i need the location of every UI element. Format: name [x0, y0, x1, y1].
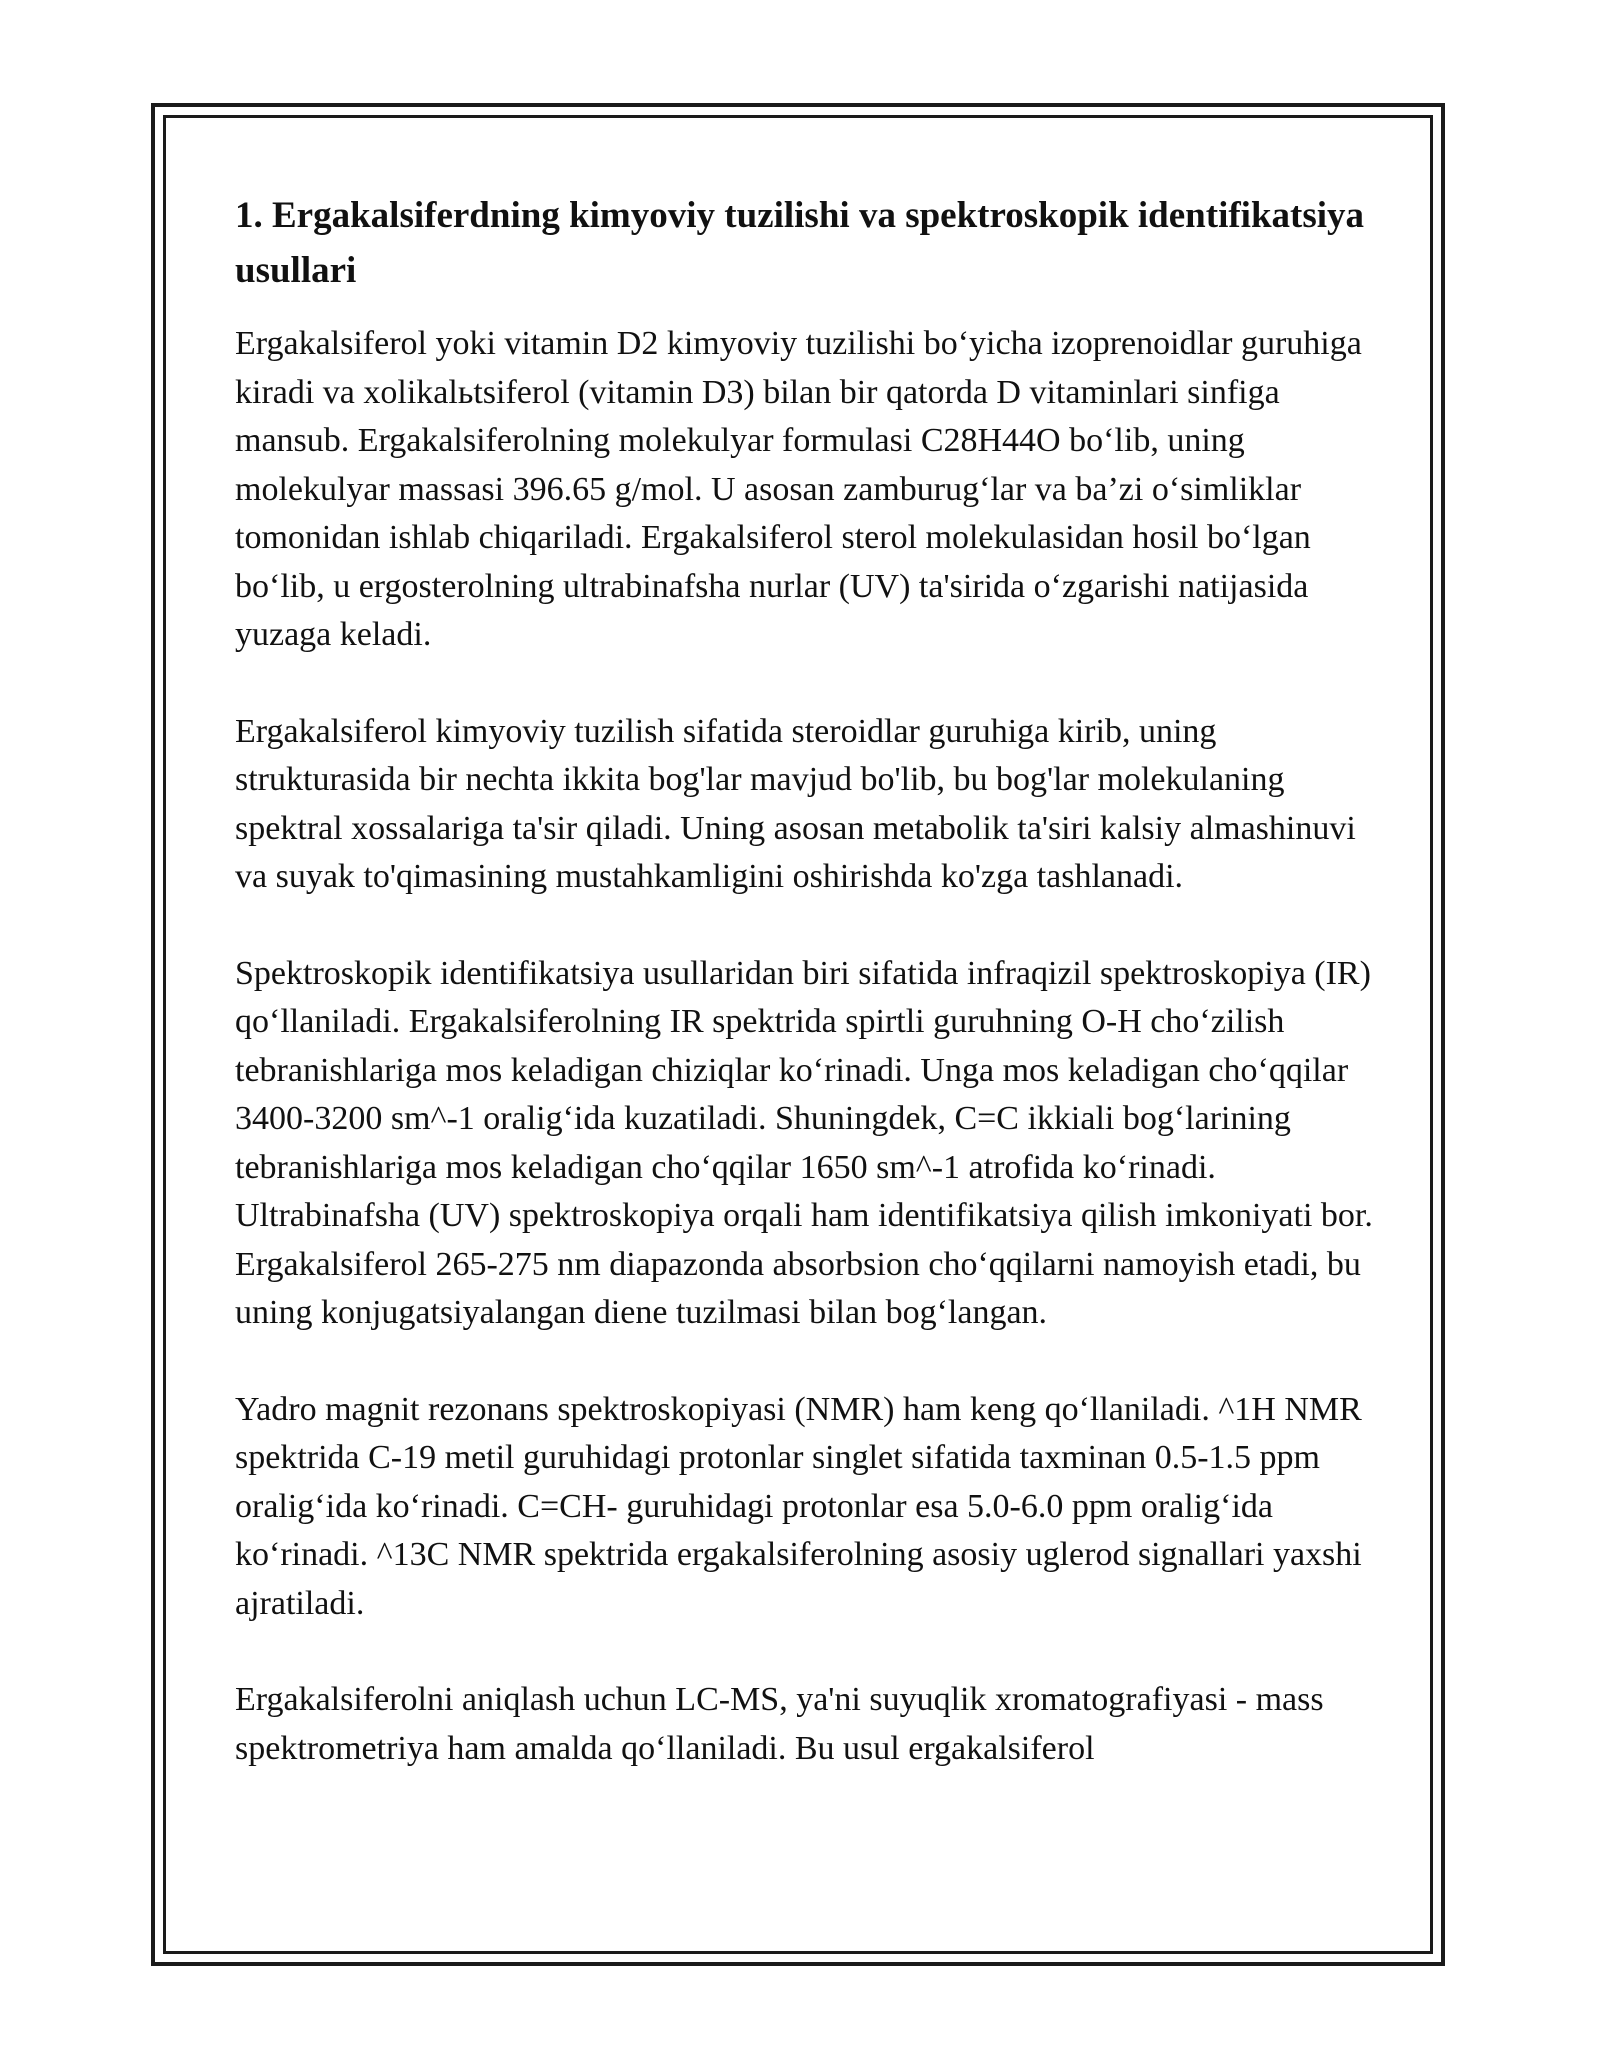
paragraph-intro: Ergakalsiferol yoki vitamin D2 kimyoviy tuzilishi bo‘yicha izoprenoidlar guruhiga kiradi va xolikalьtsiferol (vitamin D3) bilan bir qatorda D vitaminlari sinfiga mansub. Ergakalsiferolning molekulyar formulasi C28H44O bo‘lib, uning molekulyar massasi 396.65 g/mol. U asosan zamburug‘lar va ba’zi o‘simliklar tomonidan ishlab chiqariladi. Ergakalsiferol sterol molekulasidan hosil bo‘lgan bo‘lib, u ergosterolning ultrabinafsha nurlar (UV) ta'sirida o‘zgarishi natijasida yuzaga keladi. [235, 325, 1362, 653]
paragraph-structure: Ergakalsiferol kimyoviy tuzilish sifatida steroidlar guruhiga kirib, uning strukturasida bir nechta ikkita bog'lar mavjud bo'lib, bu bog'lar molekulaning spektral xossalariga ta'sir qiladi. Uning asosan metabolik ta'siri kalsiy almashinuvi va suyak to'qimasining mustahkamligini oshirishda ko'zga tashlanadi. [235, 712, 1356, 895]
document-body [235, 188, 1375, 1773]
paragraph-lcms: Ergakalsiferolni aniqlash uchun LC-MS, ya'ni suyuqlik xromatografiyasi - mass spektrometriya ham amalda qo‘llaniladi. Bu usul ergakalsiferol [235, 1681, 1324, 1767]
section-heading: 1. Ergakalsiferdning kimyoviy tuzilishi va spektroskopik identifikatsiya usullari [235, 195, 1365, 291]
paragraph-nmr: Yadro magnit rezonans spektroskopiyasi (NMR) ham keng qo‘llaniladi. ^1H NMR spektrida C-19 metil guruhidagi protonlar singlet sifatida taxminan 0.5-1.5 ppm oralig‘ida ko‘rinadi. C=CH- guruhidagi protonlar esa 5.0-6.0 ppm oralig‘ida ko‘rinadi. ^13C NMR spektrida ergakalsiferolning asosiy uglerod signallari yaxshi ajratiladi. [235, 1390, 1362, 1622]
paragraph-ir-uv: Spektroskopik identifikatsiya usullaridan biri sifatida infraqizil spektroskopiya (IR) qo‘llaniladi. Ergakalsiferolning IR spektrida spirtli guruhning O-H cho‘zilish tebranishlariga mos keladigan chiziqlar ko‘rinadi. Unga mos keladigan cho‘qqilar 3400-3200 sm^-1 oralig‘ida kuzatiladi. Shuningdek, C=C ikkiali bog‘larining tebranishlariga mos keladigan cho‘qqilar 1650 sm^-1 atrofida ko‘rinadi. Ultrabinafsha (UV) spektroskopiya orqali ham identifikatsiya qilish imkoniyati bor. Ergakalsiferol 265-275 nm diapazonda absorbsion cho‘qqilarni namoyish etadi, bu uning konjugatsiyalangan diene tuzilmasi bilan bog‘langan. [235, 954, 1373, 1331]
